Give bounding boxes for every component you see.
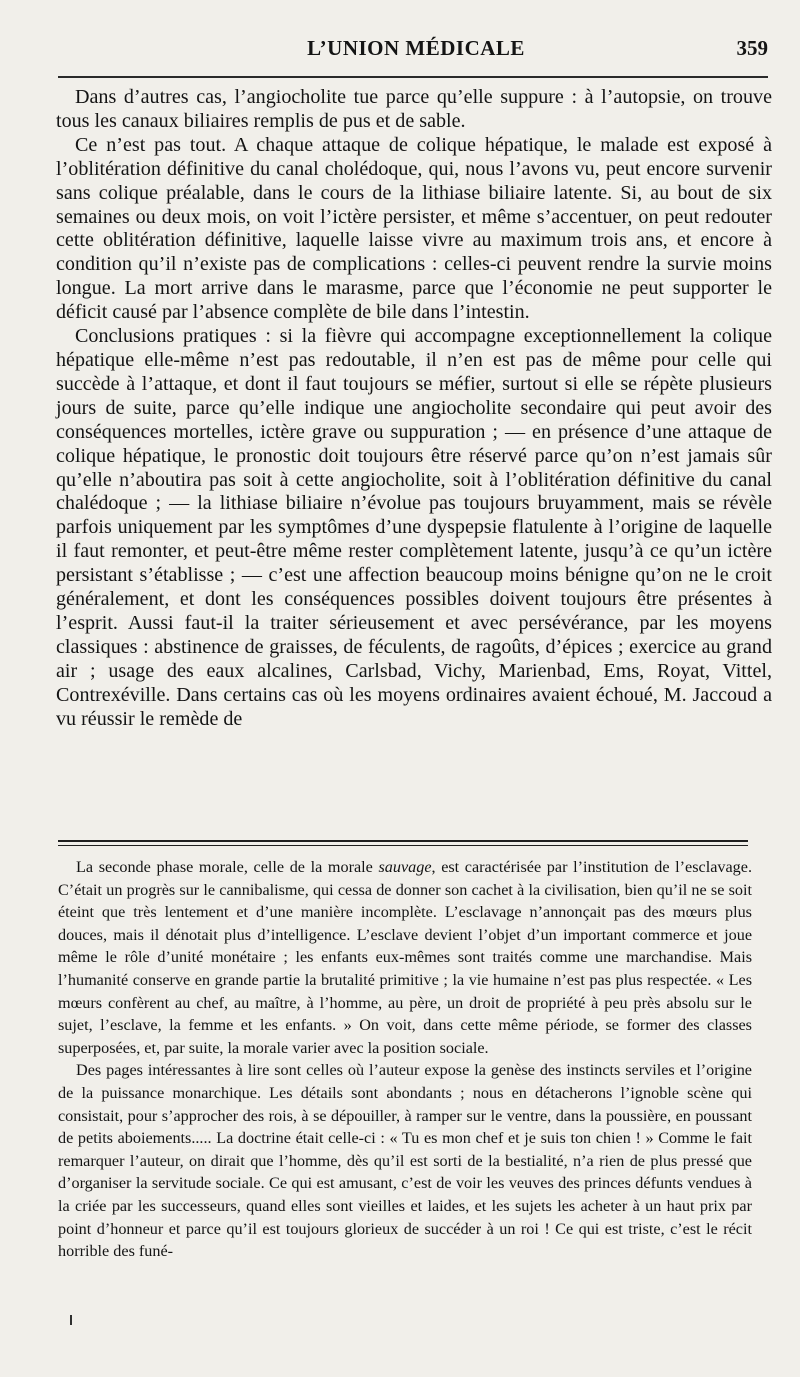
page-number: 359	[736, 36, 768, 60]
footnote-text-start: La seconde phase morale, celle de la morale	[76, 858, 379, 876]
body-paragraph-2: Ce n’est pas tout. A chaque attaque de colique hépatique, le malade est exposé à l’oblitération définitive du canal cholédoque, qui, nous l’avons vu, peut encore survenir sans colique préalable, dans le cours de la lithiase biliaire latente. Si, au bout de six semaines ou deux mois, on voit l’ictère persister, et même s’accentuer, on peut redouter cette oblitération définitive, laquelle laisse vivre au maximum trois ans, et encore à condition qu’il n’existe pas de complications : celles-ci peuvent rendre la survie moins longue. La mort arrive dans le marasme, parce que l’économie ne peut supporter le déficit causé par l’absence complète de bile dans l’intestin.	[56, 133, 772, 324]
main-text	[56, 86, 772, 731]
footnote-separator	[58, 840, 748, 846]
body-paragraph-1: Dans d’autres cas, l’angiocholite tue parce qu’elle suppure : à l’autopsie, on trouve tous les canaux biliaires remplis de pus et de sable.	[56, 86, 772, 132]
footnote-paragraph-2: Des pages intéressantes à lire sont celles où l’auteur expose la genèse des instincts serviles et l’origine de la puissance monarchique. Les détails sont abondants ; nous en détacherons l’ignoble scène qui consistait, pour s’approcher des rois, à se dépouiller, à ramper sur le ventre, dans la poussière, en poussant de petits aboiements..... La doctrine était celle-ci : « Tu es mon chef et je suis ton chien ! » Comme le fait remarquer l’auteur, on dirait que l’homme, dès qu’il est sorti de la bestialité, n’a rien de plus pressé que d’organiser la servitude sociale. Ce qui est amusant, c’est de voir les veuves des princes défunts vendues à la criée par les successeurs, quand elles sont vieilles et laides, et les sujets les acheter à un haut prix par point d’honneur et parce qu’il est toujours glorieux de succéder à un roi ! Ce qui est triste, c’est le récit horrible des funé-	[58, 1061, 752, 1261]
journal-title: L’UNION MÉDICALE	[307, 36, 525, 60]
body-paragraph-3: Conclusions pratiques : si la fièvre qui accompagne exceptionnellement la colique hépatique elle-même n’est pas redoutable, il n’en est pas de même pour celle qui succède à l’attaque, et dont il faut toujours se méfier, surtout si elle se répète plusieurs jours de suite, parce qu’elle indique une angiocholite secondaire qui peut avoir des conséquences mortelles, ictère grave ou suppuration ; — en présence d’une attaque de colique hépatique, le pronostic doit toujours être réservé parce qu’on n’est jamais sûr qu’elle n’aboutira pas soit à cette angiocholite, soit à l’oblitération définitive du canal chalédoque ; — la lithiase biliaire n’évolue pas toujours bruyamment, mais se révèle parfois uniquement par les symptômes d’une dyspepsie flatulente à l’origine de laquelle il faut remonter, et peut-être même rester complètement latente, jusqu’à ce qu’un ictère persistant s’établisse ; — c’est une affection beaucoup moins bénigne qu’on ne le croit généralement, et dont les conséquences possibles doivent toujours être présentes à l’esprit. Aussi faut-il la traiter sérieusement et avec persévérance, par les moyens classiques : abstinence de graisses, de féculents, de ragoûts, d’épices ; exercice au grand air ; usage des eaux alcalines, Carlsbad, Vichy, Marienbad, Ems, Royat, Vittel, Contrexéville. Dans certains cas où les moyens ordinaires avaient échoué, M. Jaccoud a vu réussir le remède de	[56, 325, 772, 730]
page-header	[56, 36, 776, 66]
print-mark	[70, 1315, 72, 1325]
footnote-text-end: , est caractérisée par l’institution de l’esclavage. C’était un progrès sur le cannibalisme, qui cessa de donner son cachet à la civilisation, bien qu’il ne se soit éteint que très lentement et d’une manière incomplète. L’esclavage n’annonçait pas des mœurs plus douces, mais il dénotait plus d’intelligence. L’esclave devient l’objet d’un important commerce et joue même le rôle d’unité monétaire ; les enfants eux-mêmes sont traités comme une marchandise. Mais l’humanité conserve en grande partie la brutalité primitive ; la vie humaine n’est pas plus respectée. « Les mœurs confèrent au chef, au maître, à l’homme, au père, un droit de propriété à peu près absolu sur le sujet, l’esclave, la femme et les enfants. » On voit, dans cette même période, se former des classes superposées, et, par suite, la morale varier avec la position sociale.	[58, 858, 752, 1057]
footnote-paragraph-1	[58, 856, 752, 1059]
footnote-emphasis: sauvage	[378, 858, 432, 876]
footnote-block	[58, 856, 752, 1263]
header-rule	[58, 76, 768, 78]
